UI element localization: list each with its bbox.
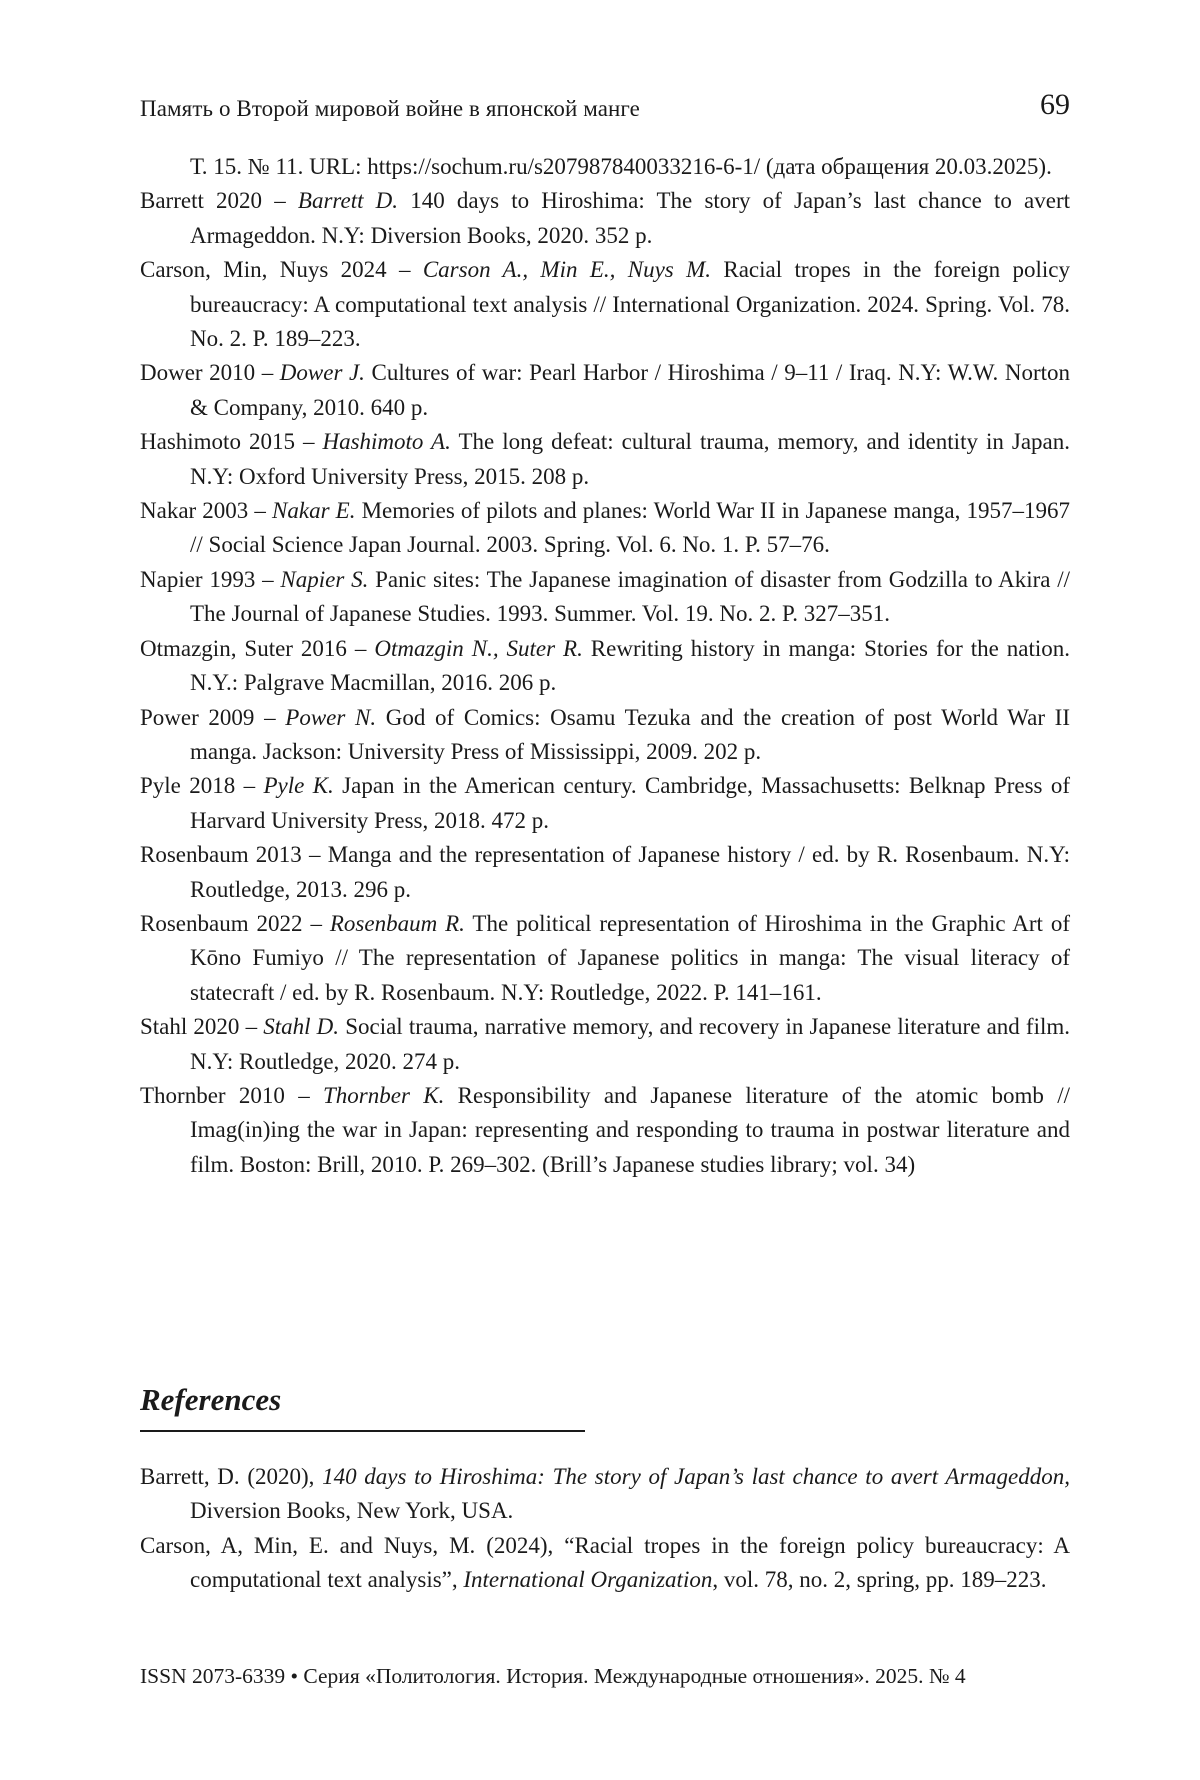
bibliography-entry: Pyle 2018 – Pyle K. Japan in the American century. Cambridge, Massachusetts: Belknap Press of Harvard University Press, 2018. 472 p. <box>140 769 1070 838</box>
references-list <box>140 1460 1070 1598</box>
running-title: Память о Второй мировой войне в японской манге <box>140 96 640 122</box>
bibliography-entry: Napier 1993 – Napier S. Panic sites: The Japanese imagination of disaster from Godzilla to Akira // The Journal of Japanese Studies. 1993. Summer. Vol. 19. No. 2. P. 327–351. <box>140 563 1070 632</box>
page-number: 69 <box>1040 88 1070 122</box>
reference-entry: Carson, A, Min, E. and Nuys, M. (2024), “Racial tropes in the foreign policy bureaucracy: A computational text analysis”, International Organization, vol. 78, no. 2, spring, pp. 189–223. <box>140 1529 1070 1598</box>
bibliography-entry: Thornber 2010 – Thornber K. Responsibility and Japanese literature of the atomic bomb // Imag(in)ing the war in Japan: representing and responding to trauma in postwar literature and film. Boston: Brill, 2010. P. 269–302. (Brill’s Japanese studies library; vol. 34) <box>140 1079 1070 1182</box>
bibliography-entry: Rosenbaum 2013 – Manga and the representation of Japanese history / ed. by R. Rosenbaum. N.Y: Routledge, 2013. 296 p. <box>140 838 1070 907</box>
bibliography-entry: Rosenbaum 2022 – Rosenbaum R. The political representation of Hiroshima in the Graphic Art of Kōno Fumiyo // The representation of Japanese politics in manga: The visual literacy of statecraft / ed. by R. Rosenbaum. N.Y: Routledge, 2022. P. 141–161. <box>140 907 1070 1010</box>
bibliography-list <box>140 150 1070 1182</box>
reference-entry: Barrett, D. (2020), 140 days to Hiroshima: The story of Japan’s last chance to avert Armageddon, Diversion Books, New York, USA. <box>140 1460 1070 1529</box>
bibliography-entry: Otmazgin, Suter 2016 – Otmazgin N., Suter R. Rewriting history in manga: Stories for the nation. N.Y.: Palgrave Macmillan, 2016. 206 p. <box>140 632 1070 701</box>
bibliography-continuation: Т. 15. № 11. URL: https://sochum.ru/s207987840033216-6-1/ (дата обращения 20.03.2025). <box>140 150 1070 184</box>
bibliography-entry: Nakar 2003 – Nakar E. Memories of pilots and planes: World War II in Japanese manga, 1957–1967 // Social Science Japan Journal. 2003. Spring. Vol. 6. No. 1. P. 57–76. <box>140 494 1070 563</box>
bibliography-entry: Stahl 2020 – Stahl D. Social trauma, narrative memory, and recovery in Japanese literature and film. N.Y: Routledge, 2020. 274 p. <box>140 1010 1070 1079</box>
references-heading: References <box>140 1382 281 1418</box>
journal-page <box>0 0 1200 1780</box>
journal-footer: ISSN 2073-6339 • Серия «Политология. История. Международные отношения». 2025. № 4 <box>140 1664 1070 1689</box>
running-head <box>140 88 1070 128</box>
bibliography-entry: Dower 2010 – Dower J. Cultures of war: Pearl Harbor / Hiroshima / 9–11 / Iraq. N.Y: W.W. Norton & Company, 2010. 640 p. <box>140 356 1070 425</box>
bibliography-entry: Power 2009 – Power N. God of Comics: Osamu Tezuka and the creation of post World War II manga. Jackson: University Press of Mississippi, 2009. 202 p. <box>140 701 1070 770</box>
bibliography-entry: Barrett 2020 – Barrett D. 140 days to Hiroshima: The story of Japan’s last chance to avert Armageddon. N.Y: Diversion Books, 2020. 352 p. <box>140 184 1070 253</box>
references-rule <box>140 1430 585 1432</box>
bibliography-entry: Hashimoto 2015 – Hashimoto A. The long defeat: cultural trauma, memory, and identity in Japan. N.Y: Oxford University Press, 2015. 208 p. <box>140 425 1070 494</box>
bibliography-entry: Carson, Min, Nuys 2024 – Carson A., Min E., Nuys M. Racial tropes in the foreign policy bureaucracy: A computational text analysis // International Organization. 2024. Spring. Vol. 78. No. 2. P. 189–223. <box>140 253 1070 356</box>
